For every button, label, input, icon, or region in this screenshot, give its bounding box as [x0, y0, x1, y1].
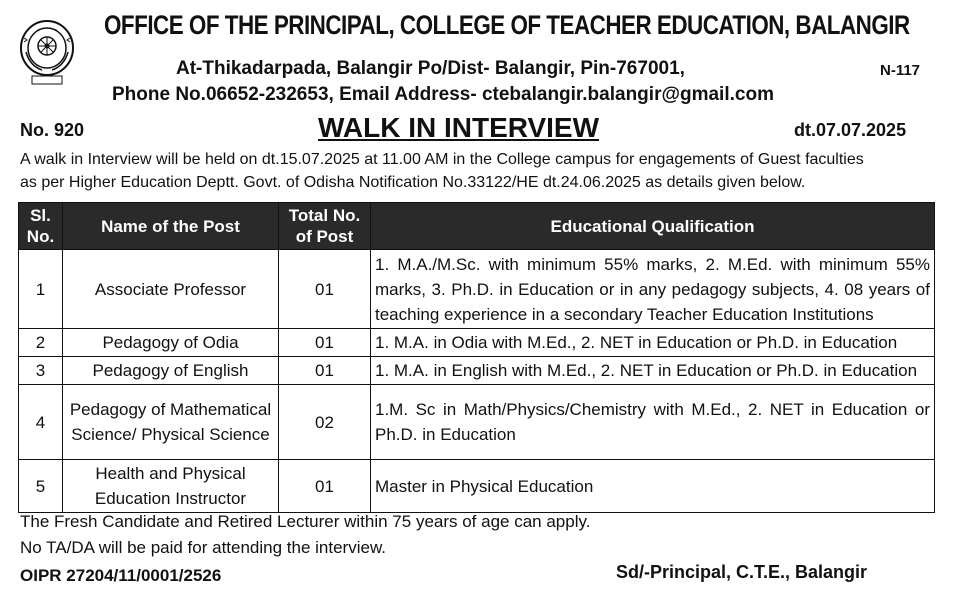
notice-title: WALK IN INTERVIEW [318, 112, 600, 143]
header-sl-line1: Sl. [30, 206, 51, 225]
header-sl-no [19, 203, 63, 250]
intro-line: A walk in Interview will be held on dt.15.07.2025 at 11.00 AM in the College campus for engagements of Guest faculties [20, 151, 864, 168]
signature: Sd/-Principal, C.T.E., Balangir [616, 562, 868, 582]
cell-qualification: 1. M.A. in Odia with M.Ed., 2. NET in Education or Ph.D. in Education [371, 329, 935, 357]
notice-number: No. 920 [20, 120, 85, 140]
cell-qualification: 1. M.A. in English with M.Ed., 2. NET in Education or Ph.D. in Education [371, 357, 935, 385]
college-emblem-icon [18, 18, 76, 92]
header-total-line1: Total No. [288, 206, 361, 225]
cell-post: Pedagogy of Mathematical Science/ Physical Science [63, 385, 279, 460]
cell-sl: 3 [19, 357, 63, 385]
table-row [19, 385, 935, 460]
cell-post: Health and Physical Education Instructor [63, 460, 279, 513]
ta-da-note: No TA/DA will be paid for attending the interview. [20, 538, 387, 557]
header-sl-line2: No. [26, 227, 55, 246]
oipr-number: OIPR 27204/11/0001/2526 [20, 566, 222, 585]
table-row [19, 460, 935, 513]
cell-qualification: Master in Physical Education [371, 460, 935, 513]
table-row [19, 250, 935, 329]
posts-table [18, 202, 935, 513]
header-total-posts [279, 203, 371, 250]
cell-qualification: 1. M.A./M.Sc. with minimum 55% marks, 2. M.Ed. with minimum 55% marks, 3. Ph.D. in Education or in any pedagogy subjects, 4. 08 years of teaching experience in a secondary Teacher Education Institutions [371, 250, 935, 329]
notice-date: dt.07.07.2025 [794, 120, 907, 140]
cell-total: 01 [279, 460, 371, 513]
cell-sl: 2 [19, 329, 63, 357]
header-qualification: Educational Qualification [371, 203, 935, 250]
age-note: The Fresh Candidate and Retired Lecturer within 75 years of age can apply. [20, 512, 591, 531]
contact-details: Phone No.06652-232653, Email Address- ctebalangir.balangir@gmail.com [112, 84, 774, 105]
cell-total: 01 [279, 250, 371, 329]
cell-sl: 5 [19, 460, 63, 513]
cell-post: Associate Professor [63, 250, 279, 329]
cell-sl: 1 [19, 250, 63, 329]
table-row [19, 357, 935, 385]
cell-qualification: 1.M. Sc in Math/Physics/Chemistry with M.Ed., 2. NET in Education or Ph.D. in Education [371, 385, 935, 460]
intro-paragraph [20, 148, 934, 194]
cell-sl: 4 [19, 385, 63, 460]
cell-total: 01 [279, 357, 371, 385]
header-total-line2: of Post [295, 227, 354, 246]
table-row [19, 329, 935, 357]
header-post-name: Name of the Post [63, 203, 279, 250]
table-header-row [19, 203, 935, 250]
office-address: At-Thikadarpada, Balangir Po/Dist- Balangir, Pin-767001, [176, 58, 685, 79]
cell-post: Pedagogy of English [63, 357, 279, 385]
cell-total: 02 [279, 385, 371, 460]
cell-post: Pedagogy of Odia [63, 329, 279, 357]
reference-number: N-117 [880, 62, 921, 79]
intro-line: as per Higher Education Deptt. Govt. of Odisha Notification No.33122/HE dt.24.06.2025 as details given below. [20, 174, 806, 191]
office-title: OFFICE OF THE PRINCIPAL, COLLEGE OF TEACHER EDUCATION, BALANGIR [104, 10, 910, 40]
cell-total: 01 [279, 329, 371, 357]
